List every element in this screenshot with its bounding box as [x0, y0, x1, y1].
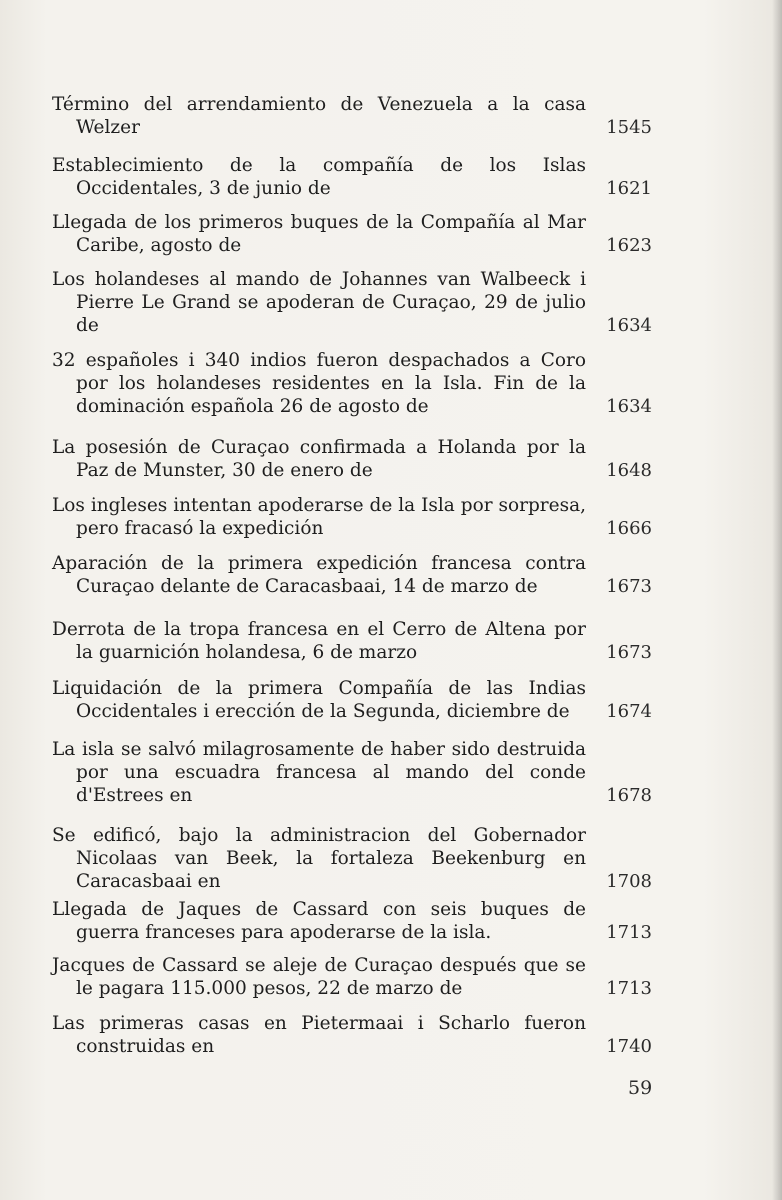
entry-year: 1634 [606, 396, 652, 417]
entry-text: Establecimiento de la compañía de los Islas Occidentales, 3 de junio de [52, 155, 586, 199]
entry-text: 32 españoles i 340 indios fueron despachados a Coro por los holandeses residentes en la Isla. Fin de la dominación española 26 de agosto de [52, 350, 586, 417]
chronology-entry [52, 618, 652, 664]
chronology-entry [52, 898, 652, 944]
entry-year: 1621 [606, 178, 652, 199]
chronology-entry [52, 494, 652, 540]
chronology-entry [52, 738, 652, 807]
entry-text: Llegada de los primeros buques de la Compañía al Mar Caribe, agosto de [52, 212, 586, 256]
entry-year: 1673 [606, 576, 652, 597]
entry-text: Las primeras casas en Pietermaai i Scharlo fueron construidas en [52, 1013, 586, 1057]
entry-year: 1674 [606, 701, 652, 722]
entry-text: Los holandeses al mando de Johannes van Walbeeck i Pierre Le Grand se apoderan de Curaçao, 29 de julio de [52, 269, 586, 336]
entry-text: Término del arrendamiento de Venezuela a la casa Welzer [52, 94, 586, 138]
chronology-entry [52, 552, 652, 598]
entry-year: 1666 [606, 518, 652, 539]
entry-year: 1648 [606, 460, 652, 481]
chronology-entry [52, 954, 652, 1000]
entry-year: 1634 [606, 315, 652, 336]
chronology-entry [52, 677, 652, 723]
entry-year: 1740 [606, 1036, 652, 1057]
entry-text: La posesión de Curaçao confirmada a Holanda por la Paz de Munster, 30 de enero de [52, 437, 586, 481]
chronology-entry [52, 211, 652, 257]
entry-year: 1713 [606, 922, 652, 943]
chronology-entry [52, 268, 652, 337]
entry-year: 1713 [606, 978, 652, 999]
entry-text: La isla se salvó milagrosamente de haber sido destruida por una escuadra francesa al mando del conde d'Estrees en [52, 739, 586, 806]
entry-text: Aparación de la primera expedición francesa contra Curaçao delante de Caracasbaai, 14 de marzo de [52, 553, 586, 597]
entry-text: Llegada de Jaques de Cassard con seis buques de guerra franceses para apoderarse de la isla. [52, 899, 586, 943]
chronology-entry [52, 436, 652, 482]
entry-year: 1545 [606, 117, 652, 138]
chronology-entry [52, 1012, 652, 1058]
chronology-entry [52, 349, 652, 418]
entry-text: Derrota de la tropa francesa en el Cerro de Altena por la guarnición holandesa, 6 de marzo [52, 619, 586, 663]
chronology-entry [52, 93, 652, 139]
entry-year: 1673 [606, 642, 652, 663]
entry-year: 1678 [606, 785, 652, 806]
entry-text: Jacques de Cassard se aleje de Curaçao después que se le pagara 115.000 pesos, 22 de marzo de [52, 955, 586, 999]
entry-year: 1708 [606, 871, 652, 892]
chronology-entry [52, 824, 652, 893]
entry-year: 1623 [606, 235, 652, 256]
entry-text: Los ingleses intentan apoderarse de la Isla por sorpresa, pero fracasó la expedición [52, 495, 586, 539]
chronology-entry [52, 154, 652, 200]
page-number: 59 [628, 1077, 653, 1099]
entry-text: Se edificó, bajo la administracion del Gobernador Nicolaas van Beek, la fortaleza Beekenburg en Caracasbaai en [52, 825, 586, 892]
entry-text: Liquidación de la primera Compañía de las Indias Occidentales i erección de la Segunda, diciembre de [52, 678, 586, 722]
